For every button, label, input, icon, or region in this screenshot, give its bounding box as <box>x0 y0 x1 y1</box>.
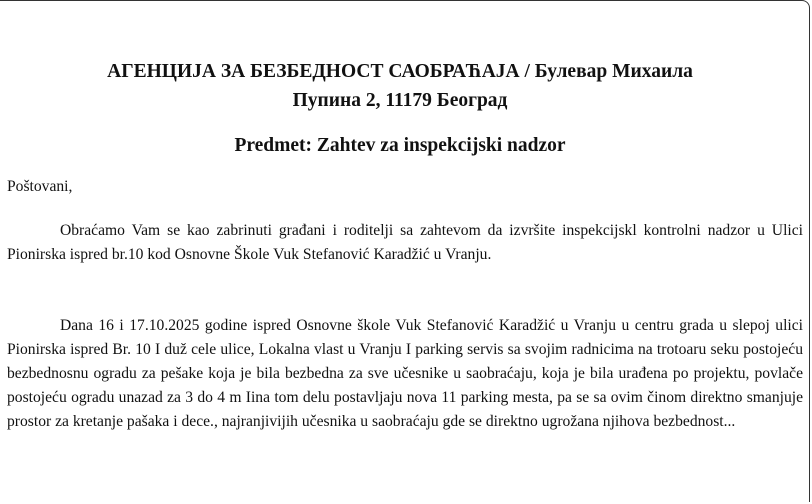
recipient-line-1: АГЕНЦИЈА ЗА БЕЗБЕДНОСТ САОБРАЋАЈА / Булевар Михаила <box>107 61 693 82</box>
paragraph-1: Obraćamo Vam se kao zabrinuti građani i roditelji sa zahtevom da izvršite inspekcijskl kontrolni nadzor u Ulici Pionirska ispred br.10 kod Osnovne Škole Vuk Stefanović Karadžić u Vranju. <box>7 222 803 263</box>
paragraph-2: Dana 16 i 17.10.2025 godine ispred Osnovne škole Vuk Stefanović Karadžić u Vranju u centru grada u slepoj ulici Pionirska ispred Br. 10 I duž cele ulice, Lokalna vlast u Vranju I parking servis sa svojim radnicima na trotoaru seku postojeću bezbednosnu ogradu za pešake koja je bila bezbedna za sve učesnike u saobraćaju, koja je bila urađena po projektu, povlače postojeću ogradu unazad za 3 do 4 m Iina tom delu postavljaju nova 11 parking mesta, pa se sa ovim činom direktno smanjuje prostor za kretanje pašaka i dece., najranjivijih učesnika u saobraćaju gde se direktno ugrožana njihova bezbednost... <box>7 317 803 430</box>
recipient-line-2: Пупина 2, 11179 Београд <box>292 90 508 111</box>
subject-line: Predmet: Zahtev za inspekcijski nadzor <box>234 135 566 156</box>
greeting: Poštovani, <box>7 178 73 195</box>
